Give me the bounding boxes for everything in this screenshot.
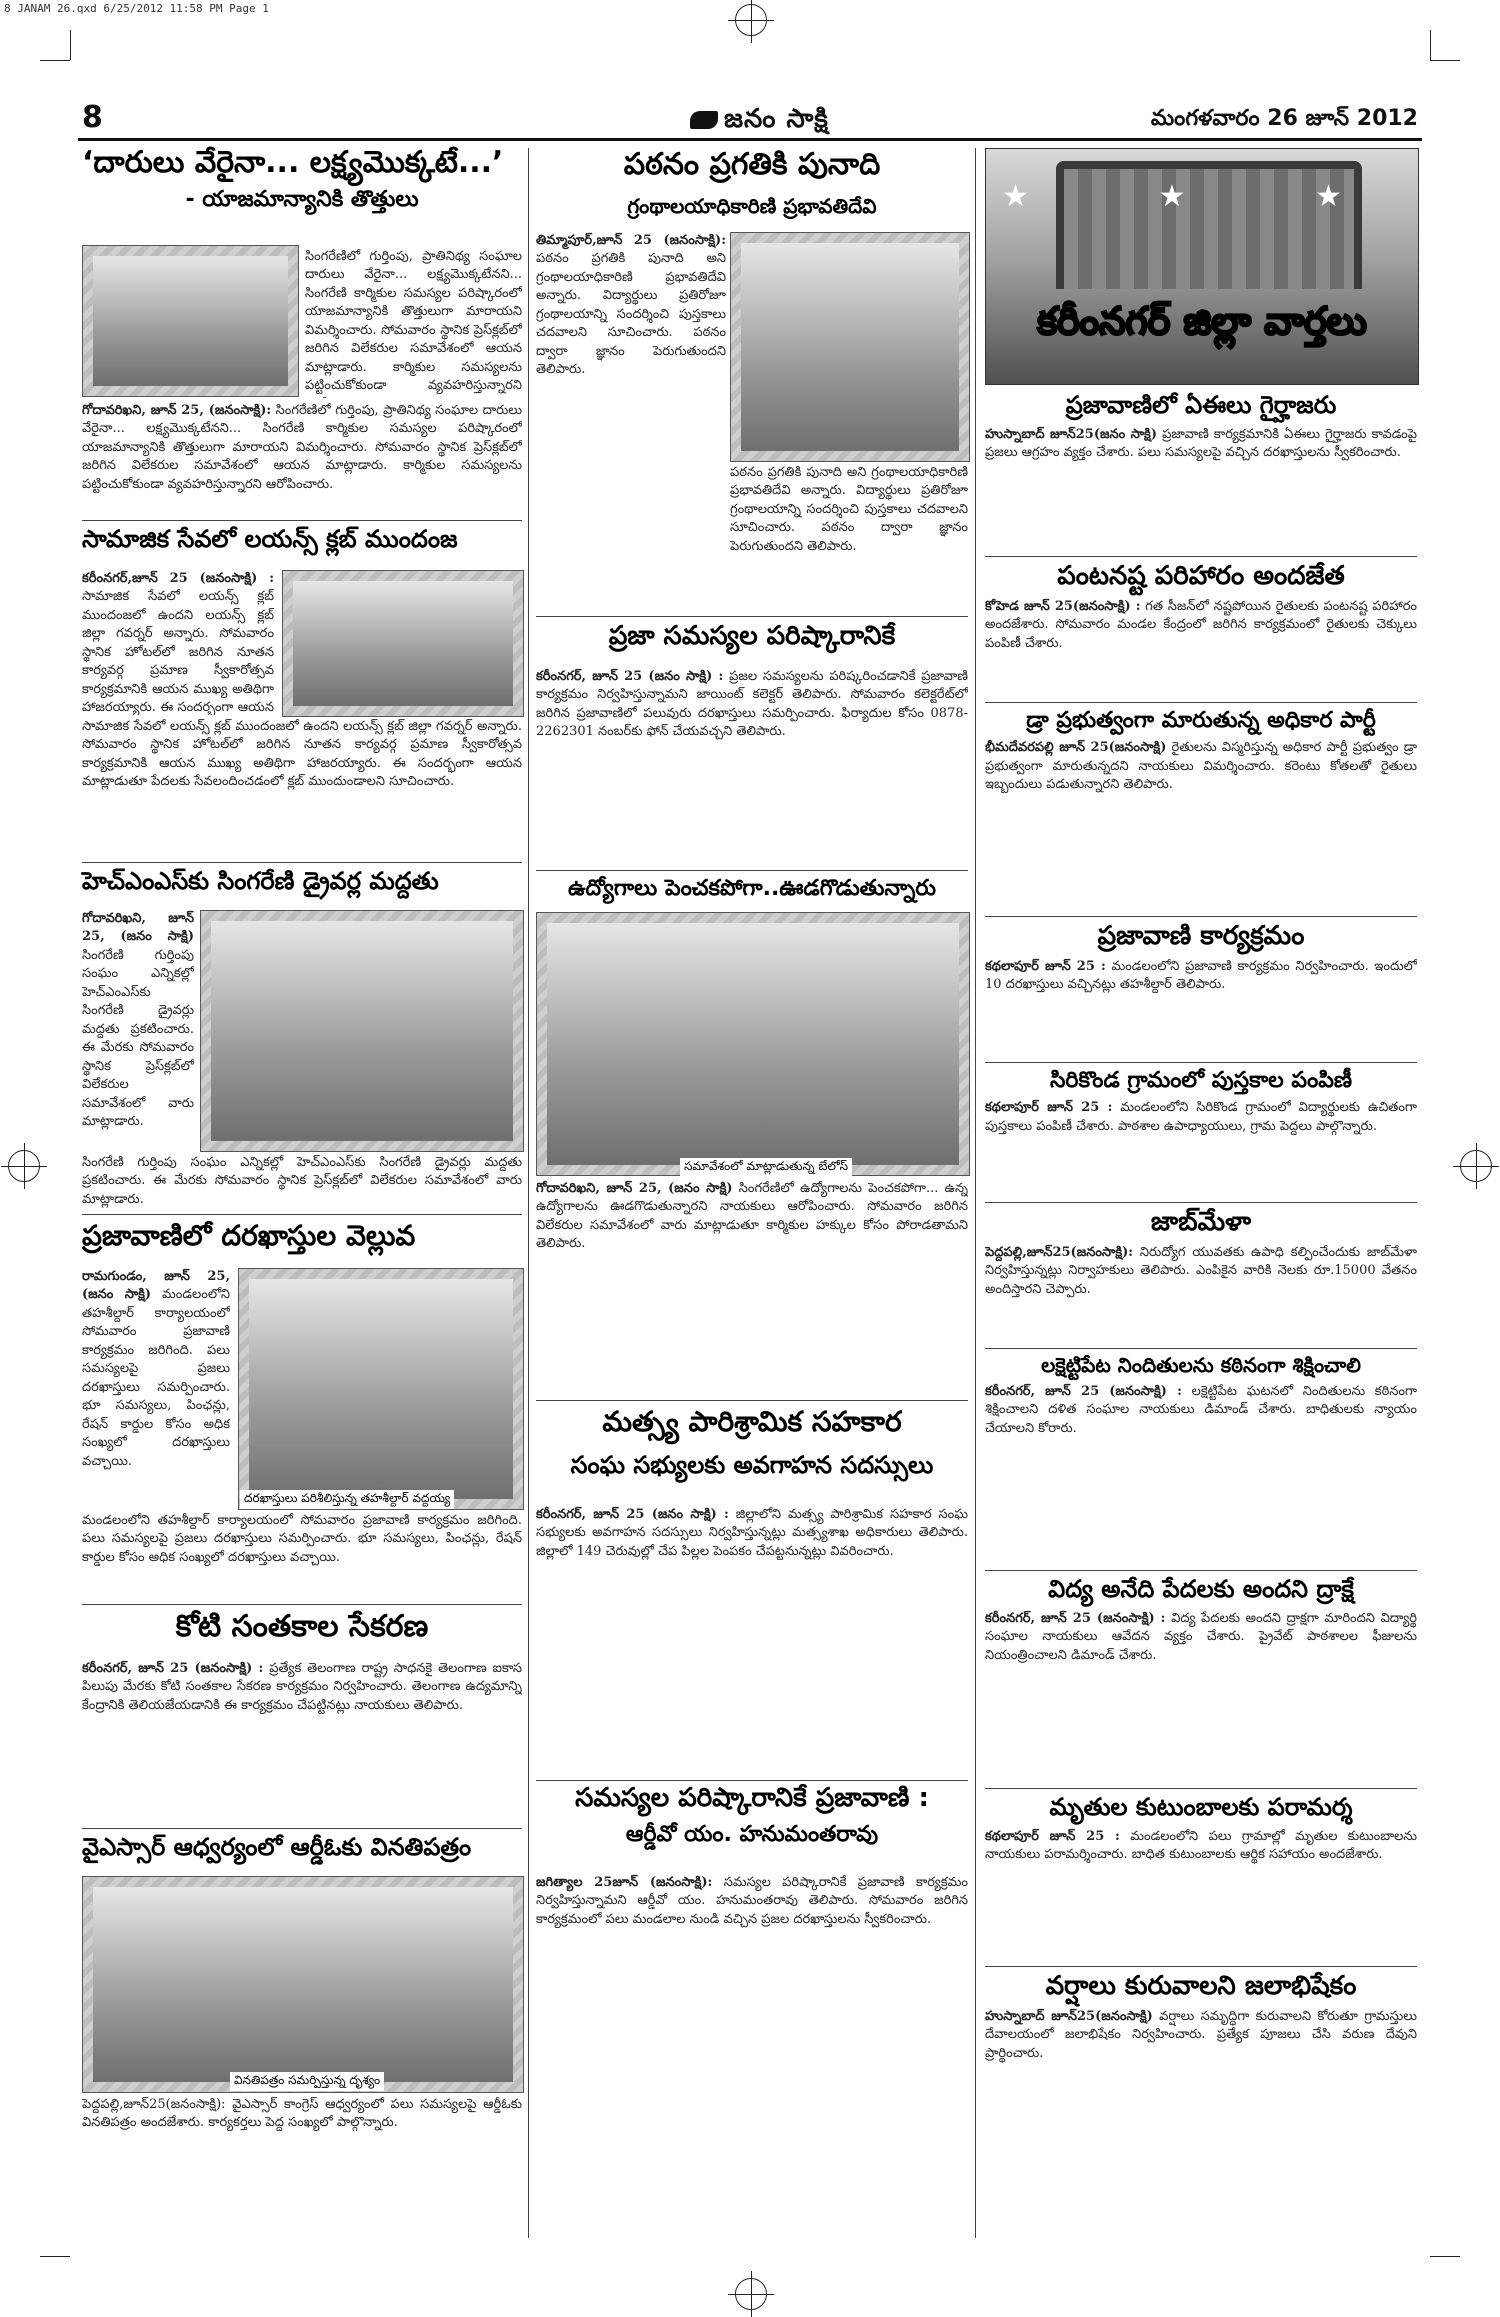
article-body: మండలంలోని ప్రజావాణి కార్యక్రమం నిర్వహించారు. ఇందులో 10 దరఖాస్తులు వచ్చినట్లు తహశీల్దార్ తెలిపారు. xyxy=(985,958,1417,993)
dateline: కథలాపూర్ జూన్ 25 : xyxy=(985,958,1106,974)
story-rule xyxy=(82,1214,522,1215)
article-text xyxy=(985,739,1417,915)
dateline: కరీంనగర్, జూన్ 25 (జనంసాక్షి) : xyxy=(82,1661,264,1676)
article-body: నిరుద్యోగ యువతకు ఉపాధి కల్పించేందుకు జాబ్‌మేళా నిర్వహిస్తున్నట్లు నిర్వాహకులు తెలిపారు. ఎంపికైన వారికి నెలకు రూ.15000 వేతనం అందిస్తారని చెప్పారు. xyxy=(985,1244,1417,1297)
headline: డ్రా ప్రభుత్వంగా మారుతున్న అధికార పార్టీ xyxy=(1026,708,1376,733)
col3-mrutula-story xyxy=(985,1794,1417,1956)
article-body: జిల్లాలోని మత్స్య పారిశ్రామిక సహకార సంఘ సభ్యులకు అవగాహన సదస్సులు నిర్వహిస్తున్నట్లు మత్స్యశాఖ అధికారులు తెలిపారు. జిల్లాలో 149 చెరువుల్లో చేప పిల్లల పెంపకం చేపట్టనున్నట్లు వివరించారు. xyxy=(536,1507,968,1559)
col1-ysr-story xyxy=(82,1834,522,1862)
article-body: సింగరేణిలో గుర్తింపు, ప్రాతినిథ్య సంఘాల దారులు వేరైనా... లక్ష్యమొక్కటేనని... సింగరేణి కార్మికుల సమస్యల పరిష్కారంలో యాజమాన్యానికి తొత్తులుగా మారాయని విమర్శించారు. సోమవారం స్థానిక ప్రెస్‌క్లబ్‌లో జరిగిన విలేకరుల సమావేశంలో ఆయన మాట్లాడారు. కార్మికుల సమస్యలను పట్టించుకోకుండా వ్యవహరిస్తున్నారని xyxy=(305,249,522,394)
story-rule xyxy=(985,1348,1417,1349)
article-body: గత సీజన్‌లో నష్టపోయిన రైతులకు పంటనష్ట పరిహారం అందజేశారు. సోమవారం మండల కేంద్రంలో జరిగిన కార్యక్రమంలో రైతులకు చెక్కులు పంపిణీ చేశారు. xyxy=(985,598,1417,651)
star-icons: ★ ★ ★ xyxy=(1002,179,1402,214)
print-slug: 8 JANAM 26.qxd 6/25/2012 11:58 PM Page 1 xyxy=(4,2,269,15)
col2-patanam-story xyxy=(536,148,968,218)
story-rule xyxy=(985,1966,1417,1967)
article-body: మండలంలోని తహశీల్దార్ కార్యాలయంలో సోమవారం ప్రజావాణి కార్యక్రమం జరిగింది. పలు సమస్యలపై ప్రజలు దరఖాస్తులు సమర్పించారు. భూ సమస్యలు, పింఛన్లు, రేషన్ కార్డుల కోసం అధిక సంఖ్యలో దరఖాస్తులు వచ్చాయి. xyxy=(82,1513,522,1565)
dateline: గోదావరిఖని, జూన్ 25, (జనంసాక్షి): xyxy=(82,403,272,418)
headline: వర్షాలు కురువాలని జలాభిషేకం xyxy=(1045,1971,1357,2001)
story-rule xyxy=(985,1062,1417,1063)
col3-dra-story xyxy=(985,708,1417,915)
headline: ప్రజావాణి కార్యక్రమం xyxy=(1097,921,1305,951)
article-body: సింగరేణి గుర్తింపు సంఘం ఎన్నికల్లో హెచ్ఎంఎస్‌కు సింగరేణి డ్రైవర్లు మద్దతు ప్రకటించారు. ఈ మేరకు సోమవారం స్థానిక ప్రెస్‌క్లబ్‌లో విలేకరుల సమావేశంలో వారు మాట్లాడారు. xyxy=(82,947,194,1129)
subheadline: సంఘ సభ్యులకు అవగాహన సదస్సులు xyxy=(570,1451,934,1480)
crop-mark xyxy=(40,60,70,61)
col1-ysr-body xyxy=(82,2096,522,2226)
col2-praja-samasya-story xyxy=(536,622,968,652)
article-body: మండలంలోని సిరికొండ గ్రామంలో విద్యార్థులకు ఉచితంగా పుస్తకాలు పంపిణీ చేశారు. పాఠశాల ఉపాధ్యాయులు, గ్రామ పెద్దలు పాల్గొన్నారు. xyxy=(985,1100,1417,1134)
headline: ప్రజావాణిలో దరఖాస్తుల వెల్లువ xyxy=(82,1219,416,1252)
col1-koti-body xyxy=(82,1660,522,1825)
crop-mark xyxy=(70,30,71,60)
headline: పఠనం ప్రగతికి పునాది xyxy=(623,147,881,182)
article-text xyxy=(985,598,1417,694)
dateline: కరీంనగర్, జూన్ 25 (జనంసాక్షి) : xyxy=(985,1610,1166,1626)
subheadline: - యాజమాన్యానికి తొత్తులు xyxy=(185,186,419,212)
article-text xyxy=(985,1828,1417,1956)
article-body: లక్షెట్టిపేట ఘటనలో నిందితులను కఠినంగా శిక్షించాలని దళిత సంఘాల నాయకులు డిమాండ్ చేశారు. బాధితులకు న్యాయం చేయాలని కోరారు. xyxy=(985,1384,1417,1436)
dateline: తిమ్మాపూర్,జూన్ 25 (జనంసాక్షి): xyxy=(536,233,726,248)
dateline: రామగుండం, జూన్ 25, (జనం సాక్షి) xyxy=(82,1269,230,1303)
col1-hms-body-cont xyxy=(82,1154,522,1210)
article-text xyxy=(985,1383,1417,1567)
col3-varshalu-story xyxy=(985,1972,1417,2204)
headline: ‘దారులు వేరైనా... లక్ష్యమొక్కటే...’ xyxy=(82,145,504,180)
headline: వైఎస్సార్ ఆధ్వర్యంలో ఆర్డీఓకు వినతిపత్రం xyxy=(82,1833,472,1861)
headline: మృతుల కుటుంబాలకు పరామర్శ xyxy=(1049,1793,1353,1821)
dateline: కరీంనగర్, జూన్ 25 (జనం సాక్షి) : xyxy=(536,669,724,684)
article-body: ప్రజల సమస్యలను పరిష్కరించడానికే ప్రజావాణి కార్యక్రమం నిర్వహిస్తున్నామని జాయింట్ కలెక్టర్ తెలిపారు. సోమవారం కలెక్టరేట్‌లో జరిగిన ప్రజావాణిలో పలువురు దరఖాస్తులు సమర్పించారు. ఫిర్యాదుల కోసం 0878-2262301 నంబర్‌కు ఫోన్ చేయవచ్చని తెలిపారు. xyxy=(536,669,968,740)
district-news-banner xyxy=(985,148,1419,385)
headline: కోటి సంతకాల సేకరణ xyxy=(175,1609,429,1644)
story-rule xyxy=(82,862,522,863)
col3-panta-story xyxy=(985,562,1417,694)
dateline: గోదావరిఖని, జూన్ 25, (జనం సాక్షి) xyxy=(82,911,194,945)
registration-mark-right xyxy=(1460,1150,1492,1182)
story-rule xyxy=(536,1780,968,1781)
photo-ysr-petition xyxy=(82,1876,524,2093)
headline: మత్స్య పారిశ్రామిక సహకార xyxy=(602,1405,902,1438)
col2-patanam-body xyxy=(536,232,726,612)
article-body: సింగరేణిలో ఉద్యోగాలను పెంచకపోగా... ఉన్న ఉద్యోగాలను ఊడగొడుతున్నారని నాయకులు ఆరోపించారు. సోమవారం జరిగిన విలేకరుల సమావేశంలో వారు మాట్లాడుతూ కార్మికుల హక్కుల కోసం పోరాడతామని తెలిపారు. xyxy=(536,1181,968,1252)
crop-mark xyxy=(1430,60,1460,61)
article-body: పెద్దపల్లి,జూన్25(జనంసాక్షి): వైఎస్సార్ కాంగ్రెస్ ఆధ్వర్యంలో పలు సమస్యలపై ఆర్డీఓకు వినతిపత్రం అందజేశారు. కార్యకర్తలు పెద్ద సంఖ్యలో పాల్గొన్నారు. xyxy=(82,2097,522,2131)
photo-prajavani xyxy=(238,1268,524,1510)
col1-prajavani-body xyxy=(82,1268,230,1508)
col1-lions-body xyxy=(82,570,274,715)
crop-mark xyxy=(1430,2256,1460,2257)
photo-caption: సమావేశంలో మాట్లాడుతున్న బేలోస్ xyxy=(680,1158,852,1177)
col3-lakshettipet-story xyxy=(985,1354,1417,1567)
col3-sirikonda-story xyxy=(985,1068,1417,1195)
col1-koti-story xyxy=(82,1610,522,1645)
headline: ప్రజా సమస్యల పరిష్కారానికే xyxy=(608,621,896,651)
crop-mark xyxy=(40,2256,70,2257)
dateline: హుస్నాబాద్ జూన్25(జనం సాక్షి) xyxy=(985,426,1157,442)
story-rule xyxy=(82,520,522,521)
issue-date: మంగళవారం 26 జూన్ 2012 xyxy=(1150,106,1418,131)
headline: సిరికొండ గ్రామంలో పుస్తకాల పంపిణీ xyxy=(1049,1068,1353,1093)
article-body: పఠనం ప్రగతికి పునాది అని గ్రంథాలయాధికారిణి ప్రభావతిదేవి అన్నారు. విద్యార్థులు ప్రతిరోజూ గ్రంథాలయాన్ని సందర్శించి పుస్తకాలు చదవాలని సూచించారు. పఠనం ద్వారా జ్ఞానం పెరుగుతుందని తెలిపారు. xyxy=(536,251,726,378)
headline: పంటనష్ట పరిహారం అందజేత xyxy=(1057,561,1345,591)
masthead-title: జనం సాక్షి xyxy=(724,104,829,134)
photo-library-event xyxy=(730,232,970,462)
dateline: కథలాపూర్ జూన్ 25 : xyxy=(985,1100,1113,1116)
dateline: జగిత్యాల 25జూన్ (జనంసాక్షి): xyxy=(536,1875,713,1890)
headline: సమస్యల పరిష్కారానికే ప్రజావాణి : xyxy=(575,1783,929,1813)
col2-samasyala-body xyxy=(536,1874,968,2226)
article-body: సింగరేణి గుర్తింపు సంఘం ఎన్నికల్లో హెచ్ఎంఎస్‌కు సింగరేణి డ్రైవర్లు మద్దతు ప్రకటించారు. ఈ మేరకు సోమవారం స్థానిక ప్రెస్‌క్లబ్‌లో విలేకరుల సమావేశంలో వారు మాట్లాడారు. xyxy=(82,1155,522,1207)
headline: హెచ్ఎంఎస్‌కు సింగరేణి డ్రైవర్ల మద్దతు xyxy=(82,867,439,895)
article-body: ప్రత్యేక తెలంగాణ రాష్ట్ర సాధనకై తెలంగాణ ఐకాస పిలుపు మేరకు కోటి సంతకాల సేకరణ కార్యక్రమం నిర్వహించారు. తెలంగాణ ఉద్యమాన్ని కేంద్రానికి తెలియజేయడానికి ఈ కార్యక్రమం చేపట్టినట్లు నాయకులు తెలిపారు. xyxy=(82,1661,522,1713)
story-rule xyxy=(536,870,968,871)
headline: విద్య అనేది పేదలకు అందని ద్రాక్షే xyxy=(1048,1575,1354,1603)
article-body: రైతులను విస్మరిస్తున్న అధికార పార్టీ ప్రభుత్వం డ్రా ప్రభుత్వంగా మారుతున్నదని నాయకులు విమర్శించారు. కరెంటు కోతలతో రైతులు ఇబ్బందులు పడుతున్నారని తెలిపారు. xyxy=(985,740,1417,793)
article-text xyxy=(985,958,1417,1054)
col1-prajavani-story xyxy=(82,1220,522,1252)
story-rule xyxy=(985,1788,1417,1789)
col3-vidya-story xyxy=(985,1576,1417,1780)
column-rule xyxy=(975,148,976,2238)
col3-karyakramam-story xyxy=(985,922,1417,1054)
article-text xyxy=(985,1099,1417,1195)
article-text xyxy=(985,426,1417,540)
article-text xyxy=(985,1610,1417,1780)
col2-patanam-body-cont xyxy=(730,464,968,612)
subheadline: గ్రంథాలయాధికారిణి ప్రభావతిదేవి xyxy=(627,193,877,218)
article-body: మండలంలోని పలు గ్రామాల్లో మృతుల కుటుంబాలను నాయకులు పరామర్శించారు. బాధిత కుటుంబాలకు ఆర్థిక సహాయం అందజేశారు. xyxy=(985,1828,1417,1863)
col1-lions-story xyxy=(82,526,522,554)
col2-udyogalu-body xyxy=(536,1180,968,1398)
col1-main-story xyxy=(82,146,522,212)
headline: జాబ్‌మేళా xyxy=(1150,1207,1252,1237)
col1-lions-body-cont xyxy=(82,718,522,858)
col1-main-body xyxy=(82,402,522,520)
col1-hms-story xyxy=(82,868,522,896)
article-body: విద్య పేదలకు అందని ద్రాక్షగా మారిందని విద్యార్థి సంఘాల నాయకులు ఆవేదన వ్యక్తం చేశారు. ప్రైవేట్ పాఠశాలల ఫీజులను నియంత్రించాలని డిమాండ్ చేశారు. xyxy=(985,1610,1417,1663)
dateline: కరీంనగర్, జూన్ 25 (జనంసాక్షి) : xyxy=(985,1384,1182,1399)
photo-press-meet xyxy=(82,245,299,397)
article-body: సింగరేణిలో గుర్తింపు, ప్రాతినిథ్య సంఘాల దారులు వేరైనా... లక్ష్యమొక్కటేనని... సింగరేణి కార్మికుల సమస్యల పరిష్కారంలో యాజమాన్యానికి తొత్తులుగా మారాయని విమర్శించారు. సోమవారం స్థానిక ప్రెస్‌క్లబ్‌లో జరిగిన విలేకరుల సమావేశంలో ఆయన మాట్లాడారు. కార్మికుల సమస్యలను పట్టించుకోకుండా వ్యవహరిస్తున్నారని ఆరోపించారు. xyxy=(82,403,522,492)
col2-samasyala-story xyxy=(536,1784,968,1847)
subheadline: ఆర్డీవో యం. హనుమంతరావు xyxy=(625,1821,879,1847)
article-body: సామాజిక సేవలో లయన్స్ క్లబ్ ముందంజలో ఉందని లయన్స్ క్లబ్ జిల్లా గవర్నర్ అన్నారు. సోమవారం స్థానిక హోటల్‌లో జరిగిన నూతన కార్యవర్గ ప్రమాణ స్వీకారోత్సవ కార్యక్రమానికి ఆయన ముఖ్య అతిథిగా హాజరయ్యారు. ఈ సందర్భంగా ఆయన మాట్లాడుతూ పేదలకు సేవలందించడంలో క్లబ్ ముందుండాలని సూచించారు. xyxy=(82,719,522,790)
photo-hms-meeting xyxy=(200,910,524,1152)
story-rule xyxy=(82,1828,522,1829)
dateline: గోదావరిఖని, జూన్ 25, (జనం సాక్షి) xyxy=(536,1181,733,1196)
story-rule xyxy=(536,1400,968,1401)
col2-matsya-body xyxy=(536,1506,968,1778)
headline: లక్షెట్టిపేట నిందితులను కఠినంగా శిక్షించాలి xyxy=(1041,1353,1361,1377)
header-rule xyxy=(78,138,1422,141)
headline: ఉద్యోగాలు పెంచకపోగా..ఊడగొడుతున్నారు xyxy=(568,876,936,901)
masthead-logo-icon xyxy=(690,111,718,129)
article-body: వర్షాలు సమృద్ధిగా కురువాలని కోరుతూ గ్రామస్తులు దేవాలయంలో జలాభిషేకం నిర్వహించారు. ప్రత్యేక పూజలు చేసి వరుణ దేవుని ప్రార్థించారు. xyxy=(985,2008,1417,2061)
article-text xyxy=(985,1244,1417,1344)
dateline: కథలాపూర్ జూన్ 25 : xyxy=(985,1828,1120,1844)
col2-udyogalu-story xyxy=(536,876,968,901)
article-body: పఠనం ప్రగతికి పునాది అని గ్రంథాలయాధికారిణి ప్రభావతిదేవి అన్నారు. విద్యార్థులు ప్రతిరోజూ గ్రంథాలయాన్ని సందర్శించి పుస్తకాలు చదవాలని సూచించారు. పఠనం ద్వారా జ్ఞానం పెరుగుతుందని తెలిపారు. xyxy=(730,465,968,554)
story-rule xyxy=(985,1202,1417,1203)
dateline: కోహెడ జూన్ 25(జనంసాక్షి) : xyxy=(985,598,1141,614)
registration-mark-bottom xyxy=(735,2278,767,2310)
article-body: సామాజిక సేవలో లయన్స్ క్లబ్ ముందంజలో ఉందని లయన్స్ క్లబ్ జిల్లా గవర్నర్ అన్నారు. సోమవారం స్థానిక హోటల్‌లో జరిగిన నూతన కార్యవర్గ ప్రమాణ స్వీకారోత్సవ కార్యక్రమానికి ఆయన ముఖ్య అతిథిగా హాజరయ్యారు. ఈ సందర్భంగా ఆయన xyxy=(82,589,274,715)
story-rule xyxy=(985,1570,1417,1571)
story-rule xyxy=(985,916,1417,917)
article-text xyxy=(985,2008,1417,2204)
dateline: కరీంనగర్, జూన్ 25 (జనం సాక్షి) : xyxy=(536,1507,729,1522)
col1-hms-body xyxy=(82,910,194,1150)
registration-mark-top xyxy=(735,4,767,36)
dateline: భీమదేవరపల్లి జూన్ 25(జనంసాక్షి) xyxy=(985,740,1167,756)
story-rule xyxy=(82,1604,522,1605)
photo-lions-club xyxy=(282,570,524,717)
dateline: పెద్దపల్లి,జూన్25(జనంసాక్షి): xyxy=(985,1244,1134,1260)
story-rule xyxy=(985,556,1417,557)
col1-main-body-right xyxy=(305,248,522,398)
masthead xyxy=(690,104,829,140)
article-body: సమస్యల పరిష్కారానికే ప్రజావాణి కార్యక్రమం నిర్వహిస్తున్నామని ఆర్డీవో యం. హనుమంతరావు తెలిపారు. సోమవారం జరిగిన కార్యక్రమంలో పలు మండలాల నుండి వచ్చిన ప్రజల దరఖాస్తులను స్వీకరించారు. xyxy=(536,1875,968,1927)
story-rule xyxy=(985,702,1417,703)
col3-aeelu-story xyxy=(985,392,1417,540)
headline: సామాజిక సేవలో లయన్స్ క్లబ్ ముందంజ xyxy=(82,525,458,553)
col2-matsya-story xyxy=(536,1406,968,1480)
headline: ప్రజావాణిలో ఏఈలు గైర్హాజరు xyxy=(1065,391,1337,419)
banner-title: కరీంనగర్ జిల్లా వార్తలు xyxy=(1037,299,1367,343)
registration-mark-left xyxy=(8,1150,40,1182)
photo-caption: వినతిపత్రం సమర్పిస్తున్న దృశ్యం xyxy=(230,2072,384,2091)
column-rule xyxy=(528,148,529,2238)
col1-prajavani-body-cont xyxy=(82,1512,522,1600)
photo-caption: దరఖాస్తులు పరిశీలిస్తున్న తహశీల్దార్ వద్దయ్య xyxy=(240,1490,454,1509)
photo-union-meeting xyxy=(536,912,970,1176)
page-number: 8 xyxy=(82,100,103,135)
story-rule xyxy=(536,616,968,617)
dateline: కరీంనగర్,జూన్ 25 (జనంసాక్షి) : xyxy=(82,571,274,586)
col3-job-story xyxy=(985,1208,1417,1344)
article-body: మండలంలోని తహశీల్దార్ కార్యాలయంలో సోమవారం ప్రజావాణి కార్యక్రమం జరిగింది. పలు సమస్యలపై ప్రజలు దరఖాస్తులు సమర్పించారు. భూ సమస్యలు, పింఛన్లు, రేషన్ కార్డుల కోసం అధిక సంఖ్యలో దరఖాస్తులు వచ్చాయి. xyxy=(82,1287,230,1469)
dateline: హుస్నాబాద్ జూన్25(జనంసాక్షి) xyxy=(985,2008,1153,2024)
article-body: ప్రజావాణి కార్యక్రమానికి ఏఈలు గైర్హాజరు కావడంపై ప్రజలు ఆగ్రహం వ్యక్తం చేశారు. పలు సమస్యలపై వచ్చిన దరఖాస్తులను స్వీకరించారు. xyxy=(985,426,1417,461)
crop-mark xyxy=(1430,30,1431,60)
col2-praja-samasya-body xyxy=(536,668,968,868)
